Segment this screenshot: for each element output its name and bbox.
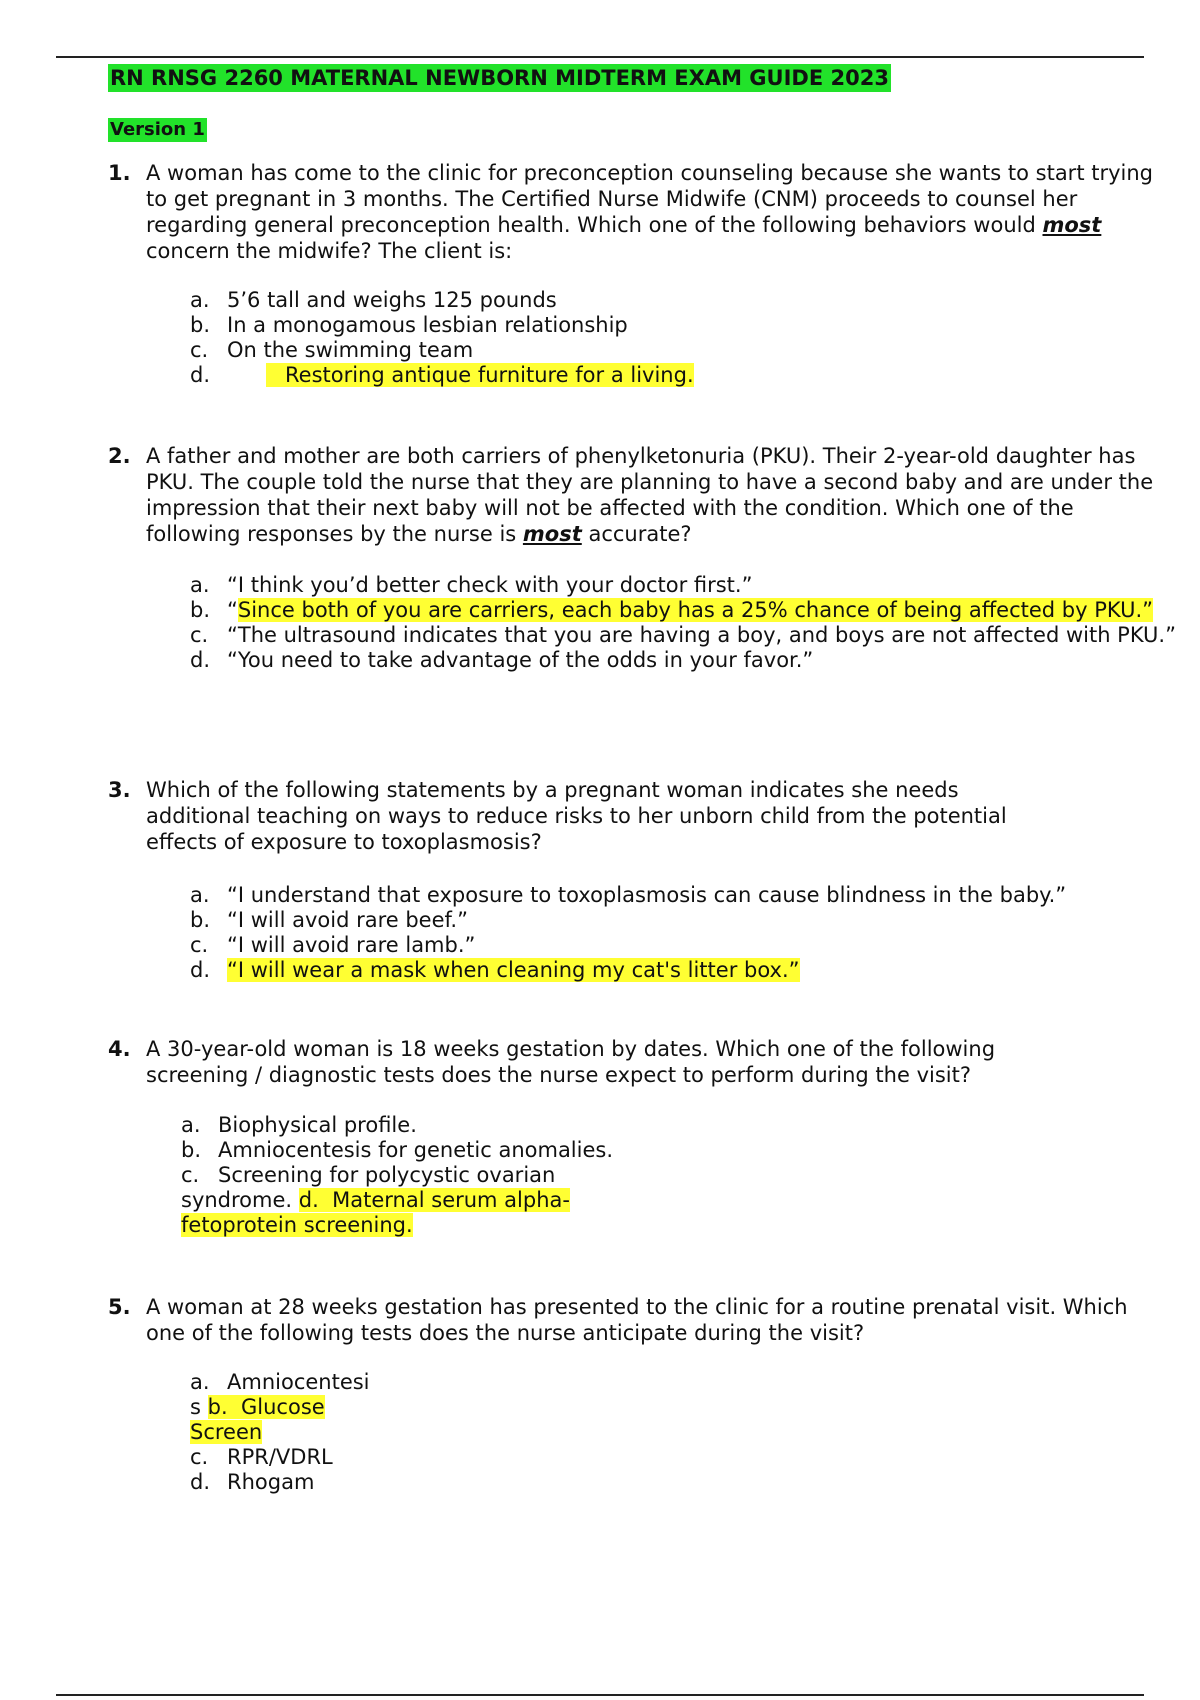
question-5-options	[190, 1370, 370, 1495]
question-4	[108, 1036, 1168, 1088]
bottom-rule	[56, 1694, 1144, 1696]
option-c: c. RPR/VDRL	[190, 1445, 333, 1469]
question-1	[108, 160, 1168, 264]
question-stem: A 30-year-old woman is 18 weeks gestation by dates. Which one of the following screening / diagnostic tests does the nurse expect to perform during the visit?	[146, 1037, 996, 1087]
document-title: RN RNSG 2260 MATERNAL NEWBORN MIDTERM EXAM GUIDE 2023	[110, 66, 889, 90]
question-number: 5.	[108, 1295, 131, 1319]
option-a: a. Biophysical profile.	[181, 1113, 417, 1137]
question-stem: A father and mother are both carriers of phenylketonuria (PKU). Their 2-year-old daughter has PKU. The couple told the nurse that they are planning to have a second baby and are under the impression that their next baby will not be affected with the condition. Which one of the following responses by the nurse is most accurate?	[146, 444, 1154, 546]
question-5	[108, 1294, 1168, 1346]
option-b: b. In a monogamous lesbian relationship	[190, 313, 628, 337]
option-a-continued: s b. Glucose	[190, 1395, 325, 1419]
question-number: 4.	[108, 1037, 131, 1061]
option-c: c. “The ultrasound indicates that you are having a boy, and boys are not affected with PKU.”	[190, 623, 1176, 647]
question-number: 1.	[108, 161, 131, 185]
option-a: a. Amniocentesi	[190, 1370, 370, 1394]
option-d-answer: d. “I will wear a mask when cleaning my cat's litter box.”	[190, 958, 800, 982]
version-label: Version 1	[110, 119, 205, 140]
question-2-options	[190, 573, 1180, 673]
option-d-continued: fetoprotein screening.	[181, 1213, 413, 1237]
option-a: a. “I understand that exposure to toxoplasmosis can cause blindness in the baby.”	[190, 883, 1067, 907]
option-b-continued: Screen	[190, 1420, 263, 1444]
question-3	[108, 777, 1068, 855]
question-1-options	[190, 288, 694, 388]
option-d-answer: d. Maternal serum alpha-	[298, 1188, 570, 1212]
top-rule	[56, 56, 1144, 58]
question-stem: Which of the following statements by a pregnant woman indicates she needs additional teaching on ways to reduce risks to her unborn child from the potential effects of exposure to toxoplasmosis?	[146, 778, 1007, 854]
option-c-continued: syndrome. d. Maternal serum alpha-	[181, 1188, 570, 1212]
question-2	[108, 443, 1168, 547]
option-b-answer: b. Glucose	[207, 1395, 325, 1419]
question-stem: A woman has come to the clinic for preconception counseling because she wants to start trying to get pregnant in 3 months. The Certified Nurse Midwife (CNM) proceeds to counsel her regarding general preconception health. Which one of the following behaviors would most concern the midwife? The client is:	[146, 161, 1153, 263]
option-d: d. “You need to take advantage of the odds in your favor.”	[190, 648, 814, 672]
option-c: c. “I will avoid rare lamb.”	[190, 933, 476, 957]
question-number: 2.	[108, 444, 131, 468]
option-a: a. “I think you’d better check with your doctor first.”	[190, 573, 753, 597]
option-c: c. On the swimming team	[190, 338, 474, 362]
option-b: b. “I will avoid rare beef.”	[190, 908, 468, 932]
question-number: 3.	[108, 778, 131, 802]
option-b: b. Amniocentesis for genetic anomalies.	[181, 1138, 614, 1162]
question-4-options	[181, 1113, 613, 1238]
question-stem: A woman at 28 weeks gestation has presented to the clinic for a routine prenatal visit. Which one of the following tests does the nurse anticipate during the visit?	[146, 1295, 1128, 1345]
option-a: a. 5’6 tall and weighs 125 pounds	[190, 288, 557, 312]
question-3-options	[190, 883, 1066, 983]
option-d: d. Rhogam	[190, 1470, 315, 1494]
option-d-answer: d. Restoring antique furniture for a living.	[190, 363, 694, 387]
option-b-answer: b. “Since both of you are carriers, each baby has a 25% chance of being affected by PKU.”	[190, 598, 1154, 622]
option-c: c. Screening for polycystic ovarian	[181, 1163, 556, 1187]
